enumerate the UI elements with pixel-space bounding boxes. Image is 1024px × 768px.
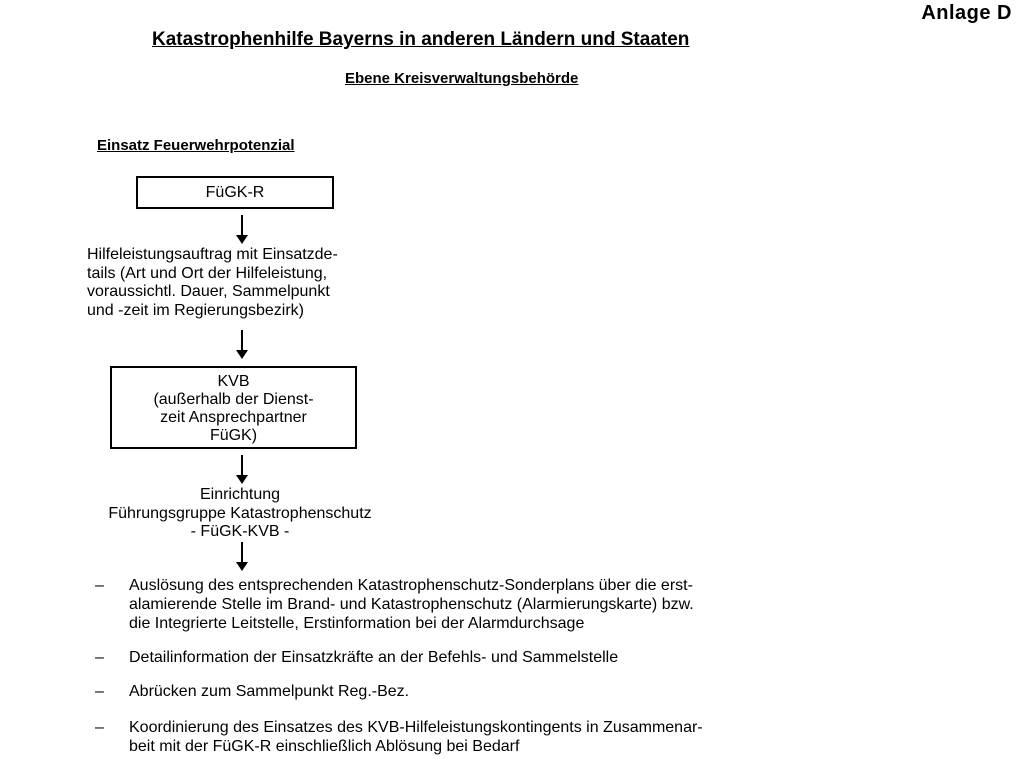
flow-box-kvb-line: FüGK) bbox=[209, 427, 258, 444]
list-item-line: Detailinformation der Einsatzkräfte an der Befehls- und Sammelstelle bbox=[129, 649, 619, 666]
appendix-label: Anlage D bbox=[921, 2, 1012, 24]
down-arrow-icon bbox=[236, 330, 248, 360]
flow-box-kvb-line: zeit Ansprechpartner bbox=[160, 409, 307, 426]
assistance-order-line: tails (Art und Ort der Hilfeleistung, bbox=[87, 264, 328, 282]
dash-bullet: – bbox=[95, 649, 104, 666]
list-item-line: beit mit der FüGK-R einschließlich Ablösung bei Bedarf bbox=[129, 738, 520, 755]
down-arrow-icon bbox=[236, 455, 248, 485]
list-item-text bbox=[129, 648, 618, 667]
assistance-order-line: voraussichtl. Dauer, Sammelpunkt bbox=[87, 283, 330, 300]
list-item-line: Abrücken zum Sammelpunkt Reg.-Bez. bbox=[129, 683, 410, 700]
list-item-text bbox=[129, 718, 703, 756]
document-subtitle: Ebene Kreisverwaltungsbehörde bbox=[345, 70, 579, 87]
list-item-line: Koordinierung des Einsatzes des KVB-Hilfeleistungskontingents in Zusammenar- bbox=[129, 719, 703, 736]
flow-box-fuegk-r bbox=[136, 176, 334, 209]
list-item-line: alamierende Stelle im Brand- und Katastrophenschutz (Alarmierungskarte) bzw. bbox=[129, 596, 694, 613]
setup-command-group-text bbox=[50, 486, 430, 542]
dash-bullet: – bbox=[95, 683, 104, 700]
flow-box-kvb-line: KVB bbox=[217, 373, 250, 390]
flow-box-kvb-line: (außerhalb der Dienst- bbox=[153, 391, 314, 408]
assistance-order-line: Hilfeleistungsauftrag mit Einsatzde- bbox=[87, 246, 338, 263]
section-heading: Einsatz Feuerwehrpotenzial bbox=[97, 137, 295, 154]
dash-bullet: – bbox=[95, 719, 104, 736]
down-arrow-icon bbox=[236, 215, 248, 245]
setup-line: - FüGK-KVB - bbox=[190, 523, 290, 540]
assistance-order-text bbox=[87, 246, 338, 320]
assistance-order-line: und -zeit im Regierungsbezirk) bbox=[87, 301, 304, 319]
setup-line: Führungsgruppe Katastrophenschutz bbox=[108, 504, 372, 522]
list-item-line: die Integrierte Leitstelle, Erstinformation bei der Alarmdurchsage bbox=[129, 615, 585, 632]
setup-line: Einrichtung bbox=[199, 486, 281, 503]
document-title: Katastrophenhilfe Bayerns in anderen Ländern und Staaten bbox=[152, 29, 690, 50]
list-item-text bbox=[129, 576, 694, 633]
list-item-text bbox=[129, 682, 409, 701]
down-arrow-icon bbox=[236, 542, 248, 572]
dash-bullet: – bbox=[95, 577, 104, 594]
list-item-line: Auslösung des entsprechenden Katastrophenschutz-Sonderplans über die erst- bbox=[129, 577, 693, 594]
flow-box-fuegk-r-label: FüGK-R bbox=[205, 184, 265, 201]
flow-box-kvb bbox=[110, 366, 357, 449]
